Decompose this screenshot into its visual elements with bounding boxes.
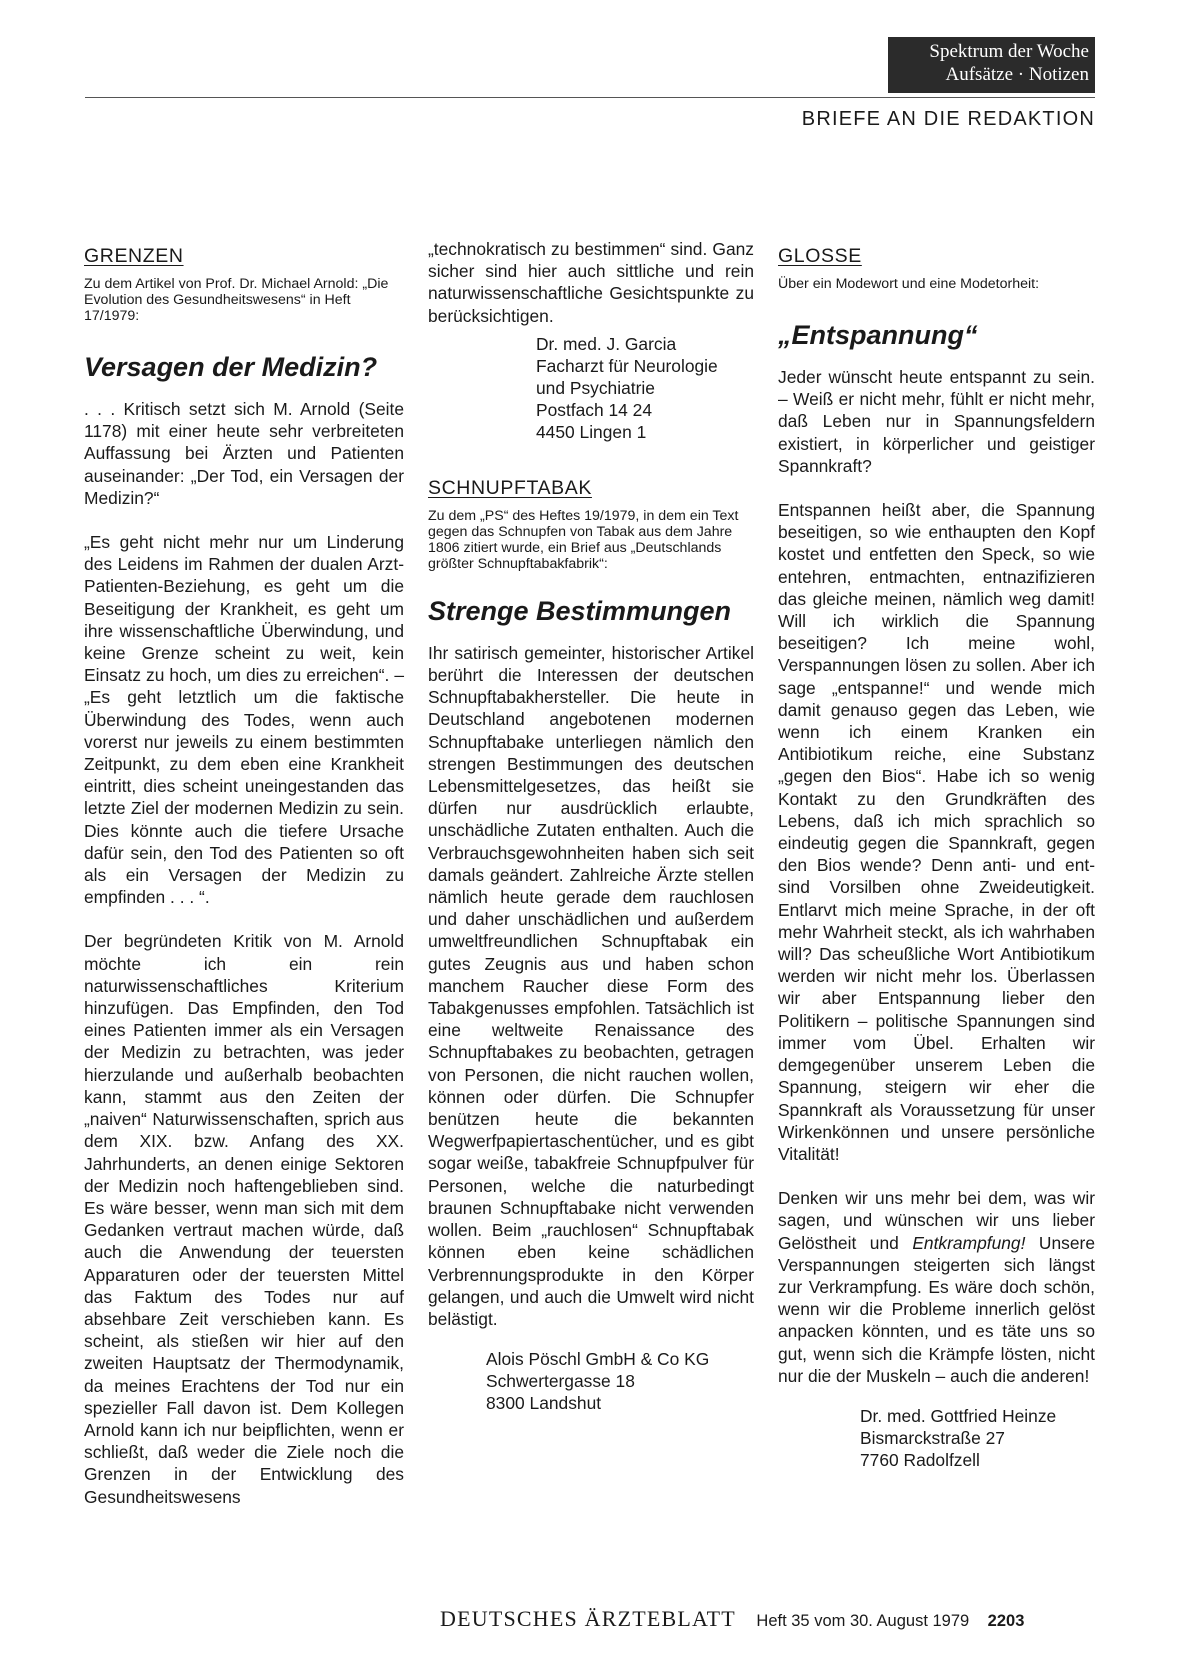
signature-line: und Psychiatrie — [536, 377, 655, 398]
signature-garcia — [536, 333, 754, 443]
signature-line: Dr. med. Gottfried Heinze — [860, 1405, 1057, 1426]
paragraph: Entspannen heißt aber, die Spannung beseitigen, so wie enthaupten den Kopf kostet und entfetten den Speck, so wie entehren, entmachten, entnazifizieren das gleiche meinen, nämlich weg damit! Will ich wirklich die Spannung beseitigen? Ich meine wohl, Verspannungen lösen zu sollen. Aber ich sage „entspanne!“ und wende mich damit genauso gegen das Leben, wie wenn ich einem Kranken ein Antibiotikum reiche, eine Substanz „gegen den Bios“. Habe ich so wenig Kontakt zu den Grundkräften des Lebens, daß ich mich sprachlich so eindeutig gegen die Spannkraft, gegen den Bios wende? Denn anti- und ent- sind Vorsilben ohne Zweideutigkeit. Entlarvt mich meine Sprache, in der oft mehr Wahrheit steckt, als ich wahrhaben will? Das scheußliche Wort Antibiotikum werden wir nicht mehr los. Überlassen wir aber Entspannung lieber den Politikern – politische Spannungen sind immer vom Übel. Erhalten wir demgegenüber unserem Leben die Spannung, steigern wir eher die Spannkraft als Voraussetzung für unser Wirkenkönnen und unsere persönliche Vitalität! — [778, 500, 1095, 1164]
signature-line: Dr. med. J. Garcia — [536, 333, 677, 354]
emphasis-entkrampfung: Entkrampfung! — [912, 1232, 1026, 1253]
signature-line: Alois Pöschl GmbH & Co KG — [486, 1349, 710, 1370]
headline-entspannung: „Entspannung“ — [778, 320, 978, 350]
paragraph-text: Unsere Verspannungen steigerten sich längst zur Verkrampfung. Es wäre doch schön, wenn wir die Probleme innerlich gelöst anpacken könnten, und es täte uns so gut, wenn sich die Krämpfe lösten, nicht nur die der Muskeln – auch die anderen! — [778, 1232, 1095, 1386]
signature-heinze — [860, 1405, 1095, 1471]
paragraph-text: Denken wir uns mehr bei dem, was wir sagen, und wünschen wir uns lieber Gelöstheit und — [778, 1188, 1095, 1253]
signature-line: Postfach 14 24 — [536, 399, 653, 420]
paragraph: „Es geht nicht mehr nur um Linderung des Leidens im Rahmen der dualen Arzt-Patienten-Beziehung, es geht um die Beseitigung der Krankheit, es geht um ihre wissenschaftliche Überwindung, und keine Grenze scheint zu weit, kein Einsatz zu hoch, um dies zu erreichen“. – „Es geht letztlich um die faktische Überwindung des Todes, wenn auch vorerst nur jeweils zu einem bestimmten Zeitpunkt, zu dem eben eine Krankheit eintritt, dies scheint uneingestanden das letzte Ziel der modernen Medizin zu sein. Dies könnte auch die tiefere Ursache dafür sein, den Tod des Patienten so oft als ein Versagen der Medizin zu empfinden . . . “. — [84, 532, 404, 908]
column-glosse — [778, 245, 1095, 1471]
badge-line-2: Aufsätze · Notizen — [945, 64, 1089, 85]
column-grenzen — [84, 245, 404, 1508]
page-footer — [440, 1606, 1024, 1632]
paragraph: Ihr satirisch gemeinter, historischer Artikel berührt die Interessen der deutschen Schnupftabakhersteller. Die heute in Deutschland angebotenen modernen Schnupftabake unterliegen nämlich den strengen Bestimmungen des deutschen Lebensmittelgesetzes, das heißt sie dürfen nur ausdrücklich erlaubte, unschädliche Zutaten enthalten. Auch die Verbrauchsgewohnheiten haben sich seit damals geändert. Zahlreiche Ärzte stellen nämlich heute gerade dem rauchlosen und daher unschädlichen und außerdem umweltfreundlichen Schnupftabak ein gutes Zeugnis aus und haben schon manchem Raucher diese Form des Tabakgenusses empfohlen. Tatsächlich ist eine weltweite Renaissance des Schnupftabakes zu beobachten, getragen von Personen, die nicht rauchen wollen, können oder dürfen. Die Schnupfer benützen heute die bekannten Wegwerfpapiertaschentücher, und es gibt sogar weiße, tabakfreie Schnupfpulver für Personen, welche die naturbedingt braunen Schnupftabake nicht verwenden wollen. Beim „rauchlosen“ Schnupftabak können eben keine schädlichen Verbrennungsprodukte in den Körper gelangen, und auch die Umwelt wird nicht belästigt. — [428, 642, 754, 1329]
signature-poeschl — [486, 1348, 754, 1414]
headline-strenge-bestimmungen: Strenge Bestimmungen — [428, 595, 732, 626]
paragraph: „technokratisch zu bestimmen“ sind. Ganz sicher sind hier auch sittliche und rein naturwissenschaftliche Gesichtspunkte zu berücksichtigen. — [428, 239, 754, 326]
paragraph: Der begründeten Kritik von M. Arnold möchte ich ein rein naturwissenschaftliches Kriterium hinzufügen. Das Empfinden, den Tod eines Patienten immer als ein Versagen der Medizin zu betrachten, was jeder hierzulande und außerhalb beobachten kann, stammt aus den Zeiten der „naiven“ Naturwissenschaften, sprich aus dem XIX. bzw. Anfang des XX. Jahrhunderts, an denen einige Sektoren der Medizin noch haftengeblieben sind. Es wäre besser, wenn man sich mit dem Gedanken vertraut machen würde, daß auch die Anwendung der teuersten Apparaturen oder der teuersten Mittel das Faktum des Todes nur auf absehbare Zeit verschieben kann. Es scheint, als stießen wir hier auf den zweiten Hauptsatz der Thermodynamik, da meines Erachtens der Tod nur ein spezieller Fall davon ist. Dem Kollegen Arnold kann ich nur beipflichten, wenn er schließt, daß weder die Ziele noch die Grenzen in der Entwicklung des Gesundheitswesens — [84, 931, 404, 1507]
signature-line: 8300 Landshut — [486, 1393, 602, 1414]
intro-schnupftabak: Zu dem „PS“ des Heftes 19/1979, in dem ein Text gegen das Schnupfen von Tabak aus dem Jahre 1806 zitiert wurde, ein Brief aus „Deutschlands größter Schnupftabakfabrik“: — [428, 507, 739, 572]
kicker-glosse: GLOSSE — [778, 245, 862, 267]
section-title: BRIEFE AN DIE REDAKTION — [801, 108, 1095, 130]
header-rule — [85, 97, 1095, 98]
page-number: 2203 — [987, 1612, 1025, 1630]
paragraph: . . . Kritisch setzt sich M. Arnold (Seite 1178) mit einer heute sehr verbreiteten Auffassung bei Ärzten und Patienten auseinander: „Der Tod, ein Versagen der Medizin?“ — [84, 399, 404, 508]
signature-line: 7760 Radolfzell — [860, 1449, 980, 1470]
intro-glosse: Über ein Modewort und eine Modetorheit: — [778, 276, 1040, 292]
paragraph — [778, 1187, 1095, 1387]
kicker-schnupftabak: SCHNUPFTABAK — [428, 476, 592, 499]
section-badge — [888, 37, 1095, 93]
headline-versagen: Versagen der Medizin? — [84, 352, 378, 382]
signature-line: Bismarckstraße 27 — [860, 1427, 1005, 1448]
signature-line: 4450 Lingen 1 — [536, 421, 647, 442]
signature-line: Facharzt für Neurologie — [536, 355, 718, 376]
signature-line: Schwertergasse 18 — [486, 1371, 635, 1392]
paragraph: Jeder wünscht heute entspannt zu sein. – Weiß er nicht mehr, fühlt er nicht mehr, daß Leben nur in Spannungsfeldern existiert, in körperlicher und geistiger Spannkraft? — [778, 367, 1095, 476]
kicker-grenzen: GRENZEN — [84, 245, 184, 267]
badge-line-1: Spektrum der Woche — [929, 41, 1089, 62]
journal-name: DEUTSCHES ÄRZTEBLATT — [440, 1606, 736, 1631]
intro-grenzen: Zu dem Artikel von Prof. Dr. Michael Arnold: „Die Evolution des Gesundheitswesens“ in Heft 17/1979: — [84, 276, 389, 324]
column-schnupftabak — [428, 238, 754, 1414]
issue-info: Heft 35 vom 30. August 1979 — [756, 1612, 970, 1630]
